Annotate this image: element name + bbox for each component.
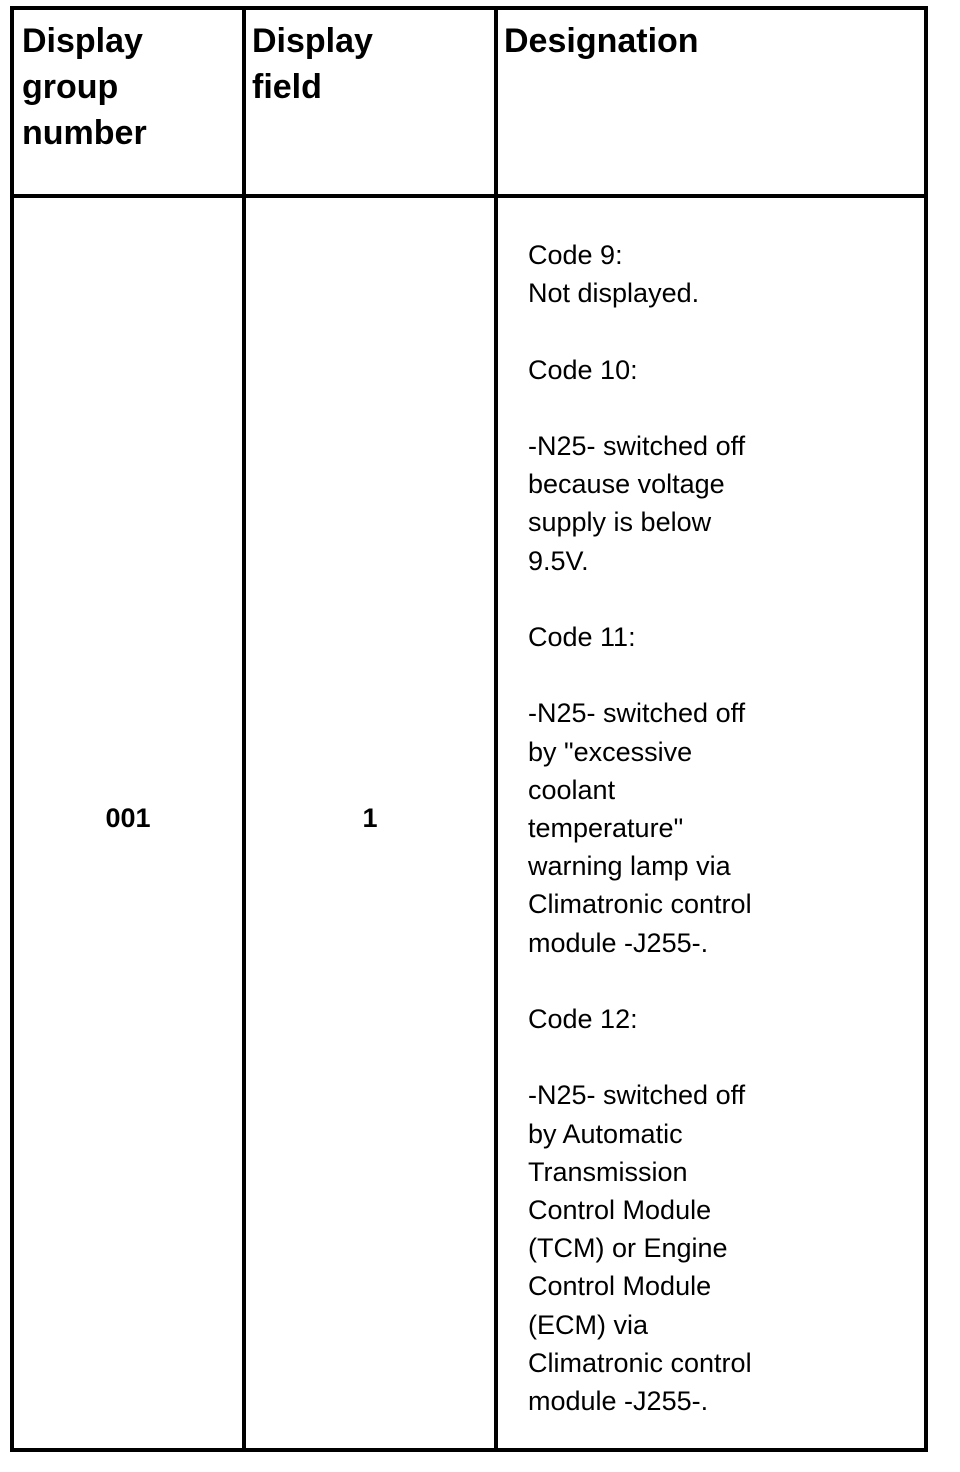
header-text-line: Display bbox=[252, 22, 373, 60]
display-field-value: 1 bbox=[362, 803, 378, 833]
designation-line: coolant bbox=[528, 774, 616, 805]
header-text-line: field bbox=[252, 68, 322, 106]
column-divider-1 bbox=[242, 10, 246, 1448]
designation-line: Climatronic control bbox=[528, 889, 752, 920]
designation-line: -N25- switched off bbox=[528, 1080, 746, 1111]
designation-spacer bbox=[528, 580, 908, 618]
diagnostic-table bbox=[10, 6, 928, 1452]
designation-line: Code 11: bbox=[528, 622, 636, 653]
designation-line: Code 12: bbox=[528, 1004, 638, 1035]
designation-spacer bbox=[528, 312, 908, 350]
designation-line: (TCM) or Engine bbox=[528, 1233, 728, 1264]
column-divider-2 bbox=[494, 10, 498, 1448]
designation-line: Climatronic control bbox=[528, 1347, 752, 1378]
designation-spacer bbox=[528, 1038, 908, 1076]
header-divider bbox=[14, 194, 924, 198]
header-text-line: Designation bbox=[504, 22, 699, 60]
designation-line: -N25- switched off bbox=[528, 698, 746, 729]
designation-line: temperature" bbox=[528, 813, 684, 844]
designation-line: Transmission bbox=[528, 1156, 688, 1187]
designation-line: 9.5V. bbox=[528, 545, 589, 576]
designation-line: Code 9: bbox=[528, 240, 623, 270]
header-text-line: number bbox=[22, 114, 147, 152]
designation-line: by "excessive bbox=[528, 736, 693, 767]
designation-line: Control Module bbox=[528, 1271, 712, 1302]
designation-spacer bbox=[528, 656, 908, 694]
group-number-value: 001 bbox=[105, 803, 151, 833]
designation-line: warning lamp via bbox=[528, 851, 731, 882]
designation-line: module -J255-. bbox=[528, 1386, 709, 1417]
designation-spacer bbox=[528, 389, 908, 427]
designation-line: module -J255-. bbox=[528, 927, 709, 958]
designation-line: supply is below bbox=[528, 507, 712, 538]
header-display-field bbox=[252, 18, 373, 110]
header-text-line: group bbox=[22, 68, 119, 106]
designation-line: -N25- switched off bbox=[528, 431, 746, 462]
header-designation bbox=[504, 18, 699, 64]
header-display-group-number bbox=[22, 18, 147, 156]
designation-line: (ECM) via bbox=[528, 1309, 648, 1340]
header-text-line: Display bbox=[22, 22, 143, 60]
designation-line: Not displayed. bbox=[528, 278, 700, 309]
designation-line: by Automatic bbox=[528, 1118, 683, 1149]
designation-line: Code 10: bbox=[528, 354, 638, 385]
designation-line: because voltage bbox=[528, 469, 725, 500]
designation-spacer bbox=[528, 962, 908, 1000]
designation-line: Control Module bbox=[528, 1195, 712, 1226]
designation-text bbox=[528, 236, 908, 1420]
